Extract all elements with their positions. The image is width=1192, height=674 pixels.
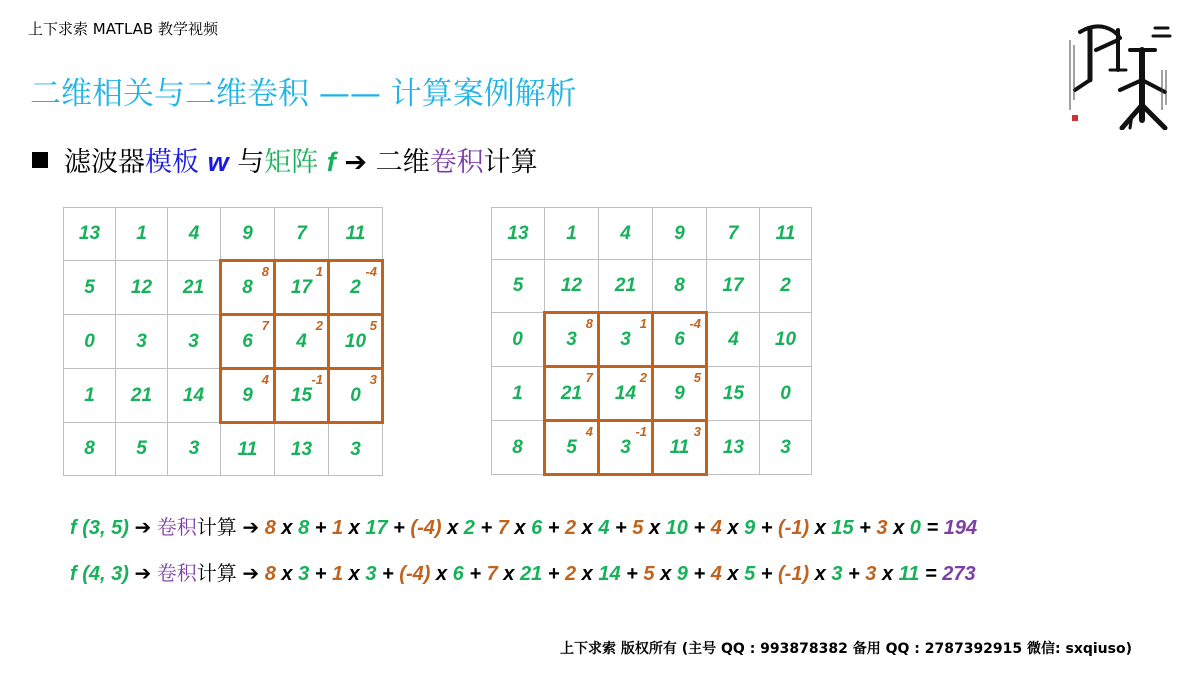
value-term: 3 bbox=[298, 563, 310, 585]
matrix-cell bbox=[760, 313, 812, 367]
weight-term: 5 bbox=[643, 563, 655, 585]
matrix-cell bbox=[168, 315, 221, 369]
matrix-cell bbox=[653, 260, 707, 313]
bullet-text-2d: 二维 bbox=[375, 147, 430, 178]
matrix-cell bbox=[168, 208, 221, 261]
calligraphy-logo-icon bbox=[1060, 10, 1180, 130]
bullet-text-template: 模板 bbox=[145, 147, 199, 178]
matrix-grid-right bbox=[491, 207, 812, 476]
weight-term: 4 bbox=[710, 517, 722, 539]
bullet-square-icon bbox=[32, 152, 48, 168]
value-term: 3 bbox=[831, 563, 843, 585]
matrix-value: 9 bbox=[674, 382, 685, 404]
matrix-value: 11 bbox=[775, 222, 796, 244]
matrix-value: 3 bbox=[188, 438, 200, 459]
bullet-text-matrix: 矩阵 bbox=[264, 147, 319, 178]
value-term: 9 bbox=[676, 563, 688, 585]
times-operator: x bbox=[576, 563, 599, 585]
arrow-icon: ➔ bbox=[242, 561, 260, 585]
value-term: 0 bbox=[909, 517, 921, 539]
matrix-grid-left bbox=[63, 207, 384, 476]
weight-term: 1 bbox=[331, 563, 344, 585]
matrix-cell bbox=[707, 208, 760, 260]
matrix-cell bbox=[492, 260, 545, 313]
matrix-cell bbox=[707, 367, 760, 421]
matrix-cell bbox=[707, 313, 760, 367]
matrix-row bbox=[492, 421, 812, 475]
matrix-value: 4 bbox=[296, 330, 307, 352]
matrix-value: 21 bbox=[614, 274, 637, 296]
matrix-cell bbox=[653, 313, 707, 367]
value-term: 5 bbox=[744, 563, 756, 585]
bullet-text-and: 与 bbox=[237, 147, 265, 178]
matrix-value: 2 bbox=[350, 276, 361, 298]
value-term: 6 bbox=[531, 517, 543, 539]
matrix-cell bbox=[275, 208, 329, 261]
formula-result: 194 bbox=[943, 517, 978, 539]
value-term: 17 bbox=[365, 517, 388, 539]
matrix-row bbox=[64, 208, 383, 261]
footer-copyright: 上下求索 版权所有 (主号 QQ : 993878382 备用 QQ : 2787392915 微信: sxqiuso) bbox=[560, 641, 1132, 657]
arrow-icon: ➔ bbox=[242, 515, 260, 539]
matrix-cell bbox=[275, 423, 329, 476]
equals-operator: = bbox=[919, 563, 943, 585]
formula-line-1 bbox=[70, 511, 977, 540]
matrix-value: 5 bbox=[566, 436, 577, 458]
matrix-cell bbox=[329, 423, 383, 476]
matrix-value: 7 bbox=[727, 222, 739, 244]
weight-term: 8 bbox=[264, 563, 276, 585]
times-operator: x bbox=[441, 517, 464, 539]
matrix-cell bbox=[760, 208, 812, 260]
value-term: 9 bbox=[744, 517, 756, 539]
plus-operator: + bbox=[309, 517, 332, 539]
matrix-cell bbox=[492, 421, 545, 475]
matrix-value: 0 bbox=[512, 328, 523, 350]
matrix-cell bbox=[116, 315, 168, 369]
weight-term: 8 bbox=[264, 517, 276, 539]
value-term: 3 bbox=[365, 563, 377, 585]
matrix-value: 5 bbox=[512, 275, 524, 296]
matrix-cell bbox=[599, 260, 653, 313]
matrix-value: 8 bbox=[512, 436, 523, 458]
matrix-value: 9 bbox=[242, 222, 253, 244]
matrix-value: 4 bbox=[728, 328, 739, 350]
matrix-cell bbox=[275, 261, 329, 315]
times-operator: x bbox=[275, 563, 299, 585]
matrix-cell bbox=[653, 208, 707, 260]
kernel-weight: -4 bbox=[689, 316, 701, 331]
value-term: 11 bbox=[898, 563, 920, 585]
formula-conv-text: 卷积 bbox=[156, 561, 197, 585]
matrix-value: 6 bbox=[242, 330, 253, 352]
matrix-value: 21 bbox=[182, 276, 205, 298]
kernel-weight: 4 bbox=[585, 424, 593, 439]
matrix-value: 0 bbox=[350, 384, 361, 406]
matrix-value: 5 bbox=[136, 438, 147, 459]
plus-operator: + bbox=[853, 517, 877, 539]
times-operator: x bbox=[643, 517, 666, 539]
value-term: 4 bbox=[598, 517, 610, 539]
matrix-value: 4 bbox=[188, 223, 200, 244]
matrix-cell bbox=[221, 423, 275, 476]
weight-term: (-4) bbox=[410, 517, 442, 539]
matrix-value: 21 bbox=[130, 384, 153, 406]
times-operator: x bbox=[887, 517, 910, 539]
kernel-weight: -1 bbox=[635, 424, 647, 439]
matrix-cell bbox=[168, 423, 221, 476]
matrix-value: 15 bbox=[722, 382, 745, 404]
matrix-row bbox=[64, 315, 383, 369]
plus-operator: + bbox=[687, 517, 711, 539]
matrix-value: 14 bbox=[182, 384, 205, 406]
matrix-value: 11 bbox=[345, 222, 366, 244]
weight-term: 3 bbox=[876, 517, 888, 539]
matrix-value: 3 bbox=[188, 330, 199, 352]
arrow-icon: ➔ bbox=[134, 515, 152, 539]
matrix-cell bbox=[653, 367, 707, 421]
matrix-value: 1 bbox=[512, 382, 523, 404]
plus-operator: + bbox=[755, 563, 778, 585]
formula-calc-text: 计算 bbox=[196, 561, 237, 585]
matrix-cell bbox=[545, 208, 599, 260]
matrix-value: 15 bbox=[290, 384, 313, 406]
kernel-weight: 5 bbox=[693, 370, 701, 385]
plus-operator: + bbox=[542, 563, 565, 585]
plus-operator: + bbox=[309, 563, 332, 585]
plus-operator: + bbox=[376, 563, 400, 585]
bullet-text-filter: 滤波器 bbox=[64, 147, 145, 178]
kernel-weight: 8 bbox=[585, 316, 593, 331]
matrix-cell bbox=[492, 208, 545, 260]
matrix-cell bbox=[545, 313, 599, 367]
bullet-text-calc: 计算 bbox=[483, 147, 538, 178]
times-operator: x bbox=[275, 517, 299, 539]
matrix-cell bbox=[707, 421, 760, 475]
matrix-cell bbox=[64, 423, 116, 476]
weight-term: 1 bbox=[331, 517, 344, 539]
value-term: 14 bbox=[598, 563, 621, 585]
matrix-value: 0 bbox=[84, 330, 95, 352]
times-operator: x bbox=[654, 563, 677, 585]
plus-operator: + bbox=[687, 563, 711, 585]
matrix-cell bbox=[221, 315, 275, 369]
kernel-weight: -4 bbox=[365, 264, 377, 279]
matrix-value: 12 bbox=[130, 276, 153, 298]
matrix-row bbox=[492, 367, 812, 421]
value-term: 2 bbox=[463, 517, 475, 539]
kernel-weight: 1 bbox=[639, 316, 647, 331]
matrix-value: 2 bbox=[780, 275, 791, 296]
matrix-cell bbox=[116, 261, 168, 315]
header-text: 上下求索 MATLAB 教学视频 bbox=[28, 20, 218, 38]
weight-term: 2 bbox=[564, 563, 577, 585]
matrix-value: 11 bbox=[237, 438, 258, 460]
page-title: 二维相关与二维卷积 —— 计算案例解析 bbox=[30, 76, 577, 112]
matrix-value: 11 bbox=[669, 436, 690, 458]
formula-line-2 bbox=[70, 557, 976, 586]
matrix-value: 1 bbox=[566, 222, 577, 244]
plus-operator: + bbox=[620, 563, 644, 585]
matrix-value: 9 bbox=[674, 222, 685, 244]
matrix-value: 14 bbox=[614, 382, 637, 404]
bullet-heading bbox=[32, 140, 538, 179]
matrix-value: 21 bbox=[560, 382, 583, 404]
matrix-value: 6 bbox=[674, 328, 685, 350]
matrix-row bbox=[492, 208, 812, 260]
matrix-cell bbox=[116, 208, 168, 261]
times-operator: x bbox=[876, 563, 899, 585]
matrix-value: 3 bbox=[780, 436, 791, 458]
kernel-weight: 8 bbox=[261, 264, 269, 279]
matrix-cell bbox=[275, 315, 329, 369]
weight-term: 2 bbox=[564, 517, 577, 539]
kernel-weight: 1 bbox=[315, 264, 323, 279]
plus-operator: + bbox=[755, 517, 778, 539]
matrix-cell bbox=[64, 261, 116, 315]
matrix-cell bbox=[275, 369, 329, 423]
formula-label: f (4, 3) bbox=[70, 563, 129, 585]
matrix-value: 3 bbox=[620, 436, 631, 458]
matrix-row bbox=[492, 313, 812, 367]
matrix-value: 8 bbox=[84, 438, 95, 459]
formula-calc-text: 计算 bbox=[196, 515, 237, 539]
matrix-cell bbox=[329, 208, 383, 261]
matrix-cell bbox=[599, 313, 653, 367]
equals-operator: = bbox=[920, 517, 944, 539]
matrix-cell bbox=[707, 260, 760, 313]
kernel-weight: 3 bbox=[693, 424, 701, 439]
plus-operator: + bbox=[542, 517, 565, 539]
matrix-value: 3 bbox=[350, 438, 361, 460]
formula-label: f (3, 5) bbox=[70, 517, 129, 539]
matrix-cell bbox=[116, 369, 168, 423]
formula-result: 273 bbox=[942, 563, 976, 585]
matrix-cell bbox=[653, 421, 707, 475]
matrix-row bbox=[64, 261, 383, 315]
matrix-value: 17 bbox=[290, 276, 313, 298]
times-operator: x bbox=[343, 517, 366, 539]
matrix-value: 12 bbox=[560, 274, 583, 296]
weight-term: 7 bbox=[497, 517, 509, 539]
matrix-value: 8 bbox=[674, 274, 685, 296]
matrix-cell bbox=[64, 208, 116, 261]
times-operator: x bbox=[721, 517, 745, 539]
weight-term: (-1) bbox=[778, 517, 810, 539]
matrix-cell bbox=[329, 369, 383, 423]
matrix-cell bbox=[492, 367, 545, 421]
matrix-value: 3 bbox=[620, 328, 631, 350]
kernel-weight: 7 bbox=[261, 318, 269, 333]
weight-term: (-4) bbox=[399, 563, 431, 585]
matrix-cell bbox=[64, 369, 116, 423]
plus-operator: + bbox=[463, 563, 487, 585]
matrix-value: 17 bbox=[722, 275, 744, 296]
matrix-value: 0 bbox=[780, 382, 791, 404]
arrow-icon: ➔ bbox=[344, 147, 368, 178]
value-term: 10 bbox=[665, 517, 688, 539]
matrix-cell bbox=[545, 367, 599, 421]
value-term: 6 bbox=[452, 563, 464, 585]
matrix-cell bbox=[545, 421, 599, 475]
times-operator: x bbox=[343, 563, 366, 585]
kernel-weight: 4 bbox=[261, 372, 269, 387]
matrix-cell bbox=[168, 369, 221, 423]
matrix-value: 10 bbox=[774, 328, 797, 350]
arrow-icon: ➔ bbox=[134, 561, 152, 585]
value-term: 8 bbox=[298, 517, 310, 539]
matrix-cell bbox=[329, 315, 383, 369]
matrix-cell bbox=[168, 261, 221, 315]
bullet-var-f: f bbox=[326, 147, 336, 177]
matrix-cell bbox=[760, 421, 812, 475]
matrix-value: 3 bbox=[136, 330, 147, 352]
matrix-value: 13 bbox=[78, 223, 101, 244]
matrix-value: 5 bbox=[84, 276, 95, 298]
times-operator: x bbox=[430, 563, 453, 585]
times-operator: x bbox=[809, 517, 832, 539]
times-operator: x bbox=[497, 563, 520, 585]
kernel-weight: 3 bbox=[369, 372, 377, 387]
matrix-row bbox=[492, 260, 812, 313]
matrix-value: 7 bbox=[296, 222, 307, 244]
bullet-var-w: w bbox=[207, 147, 229, 177]
matrix-cell bbox=[221, 208, 275, 261]
matrix-row bbox=[64, 423, 383, 476]
weight-term: (-1) bbox=[778, 563, 810, 585]
weight-term: 7 bbox=[486, 563, 498, 585]
plus-operator: + bbox=[842, 563, 866, 585]
times-operator: x bbox=[721, 563, 745, 585]
times-operator: x bbox=[809, 563, 832, 585]
matrix-value: 13 bbox=[290, 438, 313, 460]
times-operator: x bbox=[508, 517, 532, 539]
matrix-value: 13 bbox=[722, 436, 745, 458]
plus-operator: + bbox=[387, 517, 411, 539]
times-operator: x bbox=[576, 517, 599, 539]
kernel-weight: 7 bbox=[585, 370, 593, 385]
matrix-cell bbox=[329, 261, 383, 315]
kernel-weight: 5 bbox=[369, 318, 377, 333]
matrix-cell bbox=[599, 208, 653, 260]
matrix-cell bbox=[545, 260, 599, 313]
matrix-value: 1 bbox=[84, 384, 95, 406]
weight-term: 4 bbox=[710, 563, 722, 585]
plus-operator: + bbox=[609, 517, 633, 539]
matrix-value: 10 bbox=[344, 330, 367, 352]
matrix-cell bbox=[760, 367, 812, 421]
kernel-weight: 2 bbox=[315, 318, 323, 333]
matrix-cell bbox=[221, 261, 275, 315]
matrix-cell bbox=[599, 421, 653, 475]
matrix-cell bbox=[760, 260, 812, 313]
matrix-value: 9 bbox=[242, 384, 253, 406]
plus-operator: + bbox=[474, 517, 498, 539]
value-term: 15 bbox=[831, 517, 854, 539]
matrix-value: 1 bbox=[136, 223, 147, 244]
kernel-weight: 2 bbox=[639, 370, 647, 385]
kernel-weight: -1 bbox=[311, 372, 323, 387]
matrix-value: 4 bbox=[620, 222, 631, 244]
matrix-row bbox=[64, 369, 383, 423]
matrix-value: 8 bbox=[242, 276, 253, 298]
matrix-cell bbox=[599, 367, 653, 421]
matrix-cell bbox=[221, 369, 275, 423]
formula-conv-text: 卷积 bbox=[156, 515, 197, 539]
matrix-cell bbox=[116, 423, 168, 476]
weight-term: 3 bbox=[865, 563, 877, 585]
matrix-value: 13 bbox=[507, 222, 529, 244]
value-term: 21 bbox=[519, 563, 543, 585]
matrix-value: 3 bbox=[566, 328, 577, 350]
bullet-text-conv: 卷积 bbox=[429, 147, 484, 178]
matrix-cell bbox=[492, 313, 545, 367]
weight-term: 5 bbox=[632, 517, 644, 539]
matrix-cell bbox=[64, 315, 116, 369]
